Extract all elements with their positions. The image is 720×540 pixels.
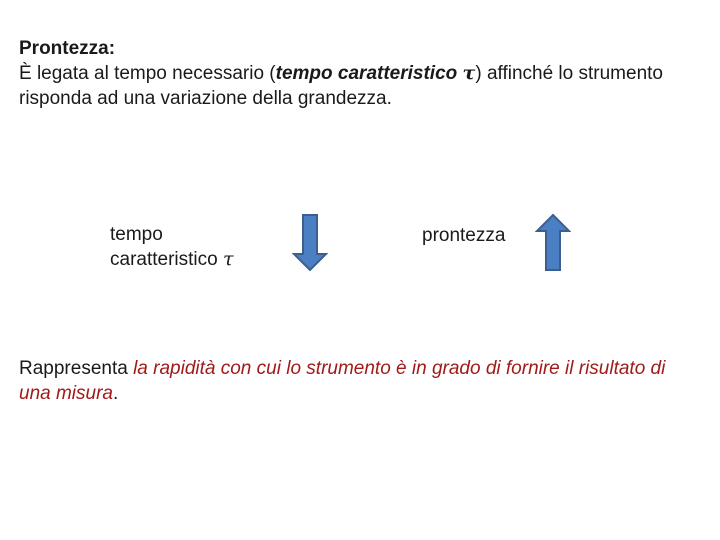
conclusion-paragraph: Rappresenta la rapidità con cui lo strumento è in grado di fornire il risultato di una misura. <box>19 358 666 404</box>
key-term: tempo caratteristico τ <box>275 62 476 84</box>
highlighted-definition: la rapidità con cui lo strumento è in grado di fornire il risultato di una misura <box>19 358 666 404</box>
tau-symbol-small: τ <box>222 248 234 270</box>
promptness-label: prontezza <box>422 225 506 246</box>
definition-text <box>19 61 699 111</box>
time-constant-label: tempo caratteristico τ <box>110 224 234 270</box>
definition-text-start: È legata al tempo necessario ( <box>19 63 276 84</box>
section-title: Prontezza: <box>19 38 116 59</box>
definition-paragraph <box>19 36 699 111</box>
up-arrow-icon <box>535 213 571 271</box>
definition-text-end: ) affinché lo strumento risponda ad una variazione della grandezza. <box>19 63 663 109</box>
down-arrow-icon <box>292 214 328 272</box>
tau-symbol: τ <box>462 62 476 84</box>
